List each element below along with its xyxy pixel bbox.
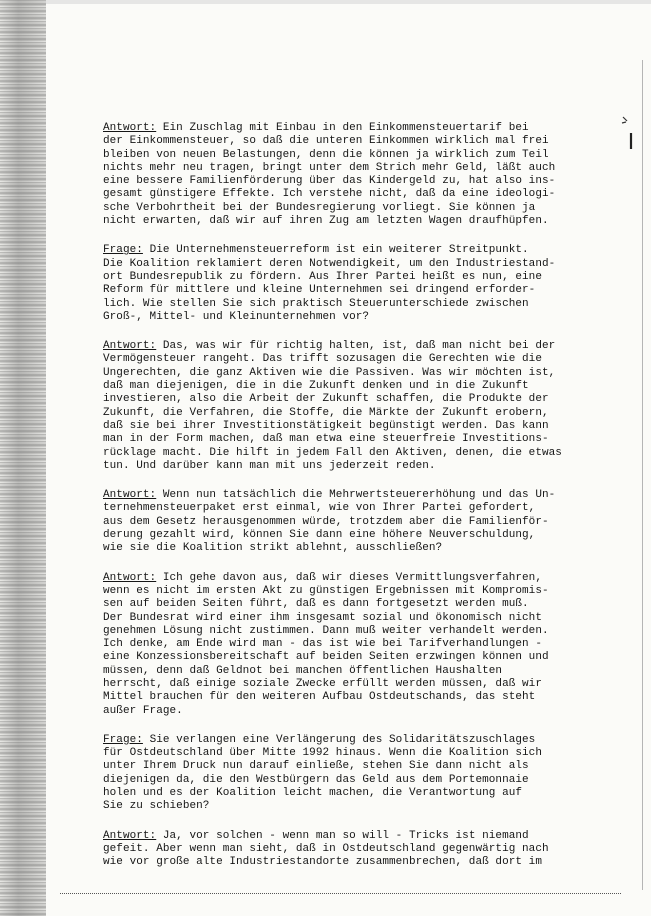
paragraph-text: Sie verlangen eine Verlängerung des Solidaritätszuschlages für Ostdeutschland über Mitte 1992 hinaus. Wenn die Koalition sich unter Ihrem Druck nun darauf einließe, stehen Sie dann nicht als diejenigen da, die den Westbürgern das Geld aus dem Portemonnaie holen und es der Koalition leicht machen, die Verantwortung auf Sie zu schieben? xyxy=(103,733,542,813)
paragraph-1 xyxy=(103,122,603,228)
speaker-label: Antwort: xyxy=(103,829,157,842)
paragraph-2 xyxy=(103,244,603,324)
paragraph-text: Ja, vor solchen - wenn man so will - Tricks ist niemand gefeit. Aber wenn man sieht, daß in Ostdeutschland gegenwärtig nach wie vor große alte Industriestandorte zusammenbrechen, daß dort im xyxy=(103,829,549,869)
speaker-label: Frage: xyxy=(103,733,143,746)
top-edge-shadow xyxy=(46,0,651,4)
speaker-label: Antwort: xyxy=(103,122,157,134)
right-page-edge xyxy=(642,60,651,890)
paragraph-6 xyxy=(103,734,603,814)
speaker-label: Antwort: xyxy=(103,571,157,584)
paragraph-text: Die Unternehmensteuerreform ist ein weiterer Streitpunkt. Die Koalition reklamiert deren Notwendigkeit, um den Industriestand- ort Bundesrepublik zu fördern. Aus Ihrer Partei heißt es nun, eine Reform für mittlere und kleine Unternehmen sei dringend erforder- lich. Wie stellen Sie sich praktisch Steuerunterschiede zwischen Groß-, Mittel- und Kleinunternehmen vor? xyxy=(103,244,556,323)
paragraph-text: Ich gehe davon aus, daß wir dieses Vermittlungsverfahren, wenn es nicht im ersten Akt zu günstigen Ergebnissen mit Kompromis- sen auf beiden Seiten führt, daß es dann fortgesetzt werden muß. Der Bundesrat wird einer ihm insgesamt sozial und ökonomisch nicht genehmen Lösung nicht zustimmen. Dann muß weiter verhandelt werden. Ich denke, am Ende wird man - das ist wie bei Tarifverhandlungen - eine Konzessionsbereitschaft auf beiden Seiten erzwingen können und müssen, denn daß Geldnot bei manchen öffentlichen Haushalten herrscht, daß einige soziale Zwecke erfüllt werden müssen, daß wir Mittel brauchen für den weiteren Aufbau Ostdeutschands, das steht außer Frage. xyxy=(103,571,549,717)
paragraph-text: Das, was wir für richtig halten, ist, daß man nicht bei der Vermögensteuer rangeht. Das trifft sozusagen die Gerechten wie die Ungerechten, die ganz Aktiven wie die Passiven. Was wir möchten ist, daß man diejenigen, die in die Zukunft denken und in die Zukunft investieren, also die Arbeit der Zukunft schaffen, die Produkte der Zukunft, die Verfahren, die Stoffe, die Märkte der Zukunft erobern, daß sie bei ihrer Investitionstätigkeit begünstigt werden. Das kann man in der Form machen, daß man etwa eine steuerfreie Investitions- rücklage macht. Die hilft in jedem Fall den Aktiven, denen, die etwas tun. Und darüber kann man mit uns jederzeit reden. xyxy=(103,340,562,472)
interview-text xyxy=(103,122,603,886)
binding-edge-scan xyxy=(0,0,46,916)
paragraph-text: Wenn nun tatsächlich die Mehrwertsteuererhöhung und das Un- ternehmensteuerpaket erst einmal, wie von Ihrer Partei gefordert, aus dem Gesetz herausgenommen würde, trotzdem aber die Familienför- derung gezahlt wird, können Sie dann eine höhere Neuverschuldung, wie sie die Koalition strikt ablehnt, ausschließen? xyxy=(103,489,556,555)
paragraph-5 xyxy=(103,572,603,718)
speaker-label: Frage: xyxy=(103,244,143,257)
paragraph-3 xyxy=(103,340,603,473)
margin-mark-icon xyxy=(620,113,634,153)
speaker-label: Antwort: xyxy=(103,340,157,353)
paragraph-4 xyxy=(103,489,603,555)
paragraph-text: Ein Zuschlag mit Einbau in den Einkommensteuertarif bei der Einkommensteuer, so daß die unteren Einkommen wirklich mal frei bleiben von neuen Belastungen, denn die können ja wirklich zum Teil nichts mehr neu tragen, bringt unter dem Strich mehr Geld, läßt auch eine bessere Familienförderung über das Kindergeld zu, hat also ins- gesamt günstigere Effekte. Ich verstehe nicht, daß da eine ideologi- sche Verbohrtheit bei der Bundesregierung vorliegt. Sie können ja nicht erwarten, daß wir auf ihren Zug am letzten Wagen draufhüpfen. xyxy=(103,122,556,228)
speaker-label: Antwort: xyxy=(103,489,157,502)
bottom-dotted-rule xyxy=(60,893,621,894)
paragraph-7 xyxy=(103,830,603,870)
